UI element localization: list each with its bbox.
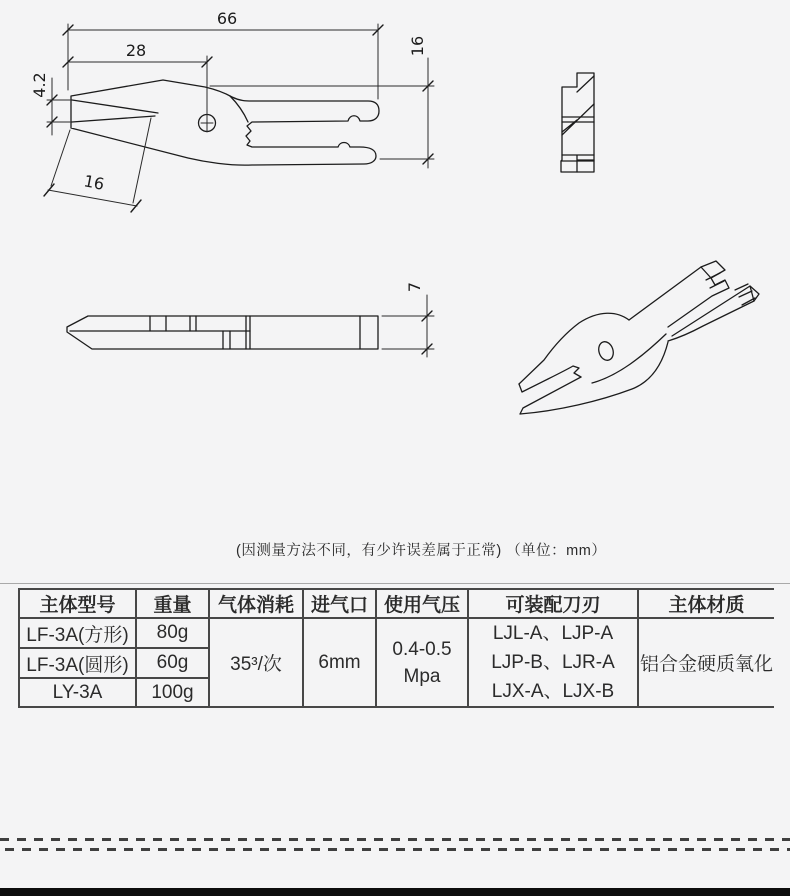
iso-upper-jaw bbox=[519, 366, 581, 392]
inlet-cell: 6mm bbox=[303, 618, 376, 707]
header-weight: 重量 bbox=[136, 589, 209, 618]
weight-cell: 100g bbox=[136, 678, 209, 707]
dim-4-2 bbox=[30, 72, 70, 135]
iso-pivot-hole bbox=[596, 340, 615, 362]
dim-4-2-label: 4.2 bbox=[30, 72, 49, 98]
header-model: 主体型号 bbox=[19, 589, 136, 618]
dim-28 bbox=[63, 41, 212, 67]
material-cell: 铝合金硬质氧化 bbox=[638, 618, 774, 707]
blades-line: LJP-B、LJR-A bbox=[491, 652, 615, 673]
table-top-rule bbox=[0, 583, 790, 584]
endview-lines bbox=[561, 117, 594, 172]
hole-centerline bbox=[201, 56, 213, 132]
model-cell: LF-3A(圆形) bbox=[19, 648, 136, 678]
note-measure: (因测量方法不同，有少许误差属于正常) bbox=[236, 543, 502, 559]
table-row bbox=[19, 618, 774, 648]
drawing-end-view bbox=[540, 60, 620, 180]
dim-16-blade bbox=[44, 118, 151, 212]
header-gas: 气体消耗 bbox=[209, 589, 303, 618]
dashed-divider bbox=[0, 838, 790, 854]
header-pressure: 使用气压 bbox=[376, 589, 468, 618]
dim-7-label: 7 bbox=[405, 281, 424, 293]
blades-cell bbox=[468, 618, 638, 707]
spec-table bbox=[18, 588, 774, 708]
model-cell: LY-3A bbox=[19, 678, 136, 707]
dim-28-label: 28 bbox=[125, 41, 147, 60]
header-inlet: 进气口 bbox=[303, 589, 376, 618]
dim-7 bbox=[382, 282, 434, 357]
drawing-top-view bbox=[0, 250, 460, 370]
blades-line: LJX-A、LJX-B bbox=[491, 681, 615, 702]
note-unit: （单位：mm） bbox=[506, 543, 607, 559]
dim-16-height bbox=[210, 36, 434, 168]
tolerance-note bbox=[236, 539, 656, 560]
profile-blade-lower-edge bbox=[72, 116, 155, 122]
header-material: 主体材质 bbox=[638, 589, 774, 618]
weight-cell: 80g bbox=[136, 618, 209, 648]
iso-upper-arm bbox=[629, 261, 729, 327]
profile-blade-upper-edge bbox=[72, 100, 158, 113]
spec-header-row bbox=[19, 589, 774, 618]
dim-16-blade-label: 16 bbox=[82, 171, 106, 194]
pressure-unit: Mpa bbox=[403, 665, 441, 687]
blades-line: LJL-A、LJP-A bbox=[492, 623, 614, 644]
header-blades: 可装配刀刃 bbox=[468, 589, 638, 618]
dim-16-height-label: 16 bbox=[408, 35, 427, 57]
profile-outline bbox=[71, 80, 379, 165]
model-cell: LF-3A(方形) bbox=[19, 618, 136, 648]
bottom-bar bbox=[0, 888, 790, 896]
weight-cell: 60g bbox=[136, 648, 209, 678]
dim-66-label: 66 bbox=[216, 9, 238, 28]
endview-diagonals bbox=[562, 76, 594, 135]
drawing-profile-view bbox=[0, 0, 460, 230]
pressure-cell bbox=[376, 618, 468, 707]
pressure-value: 0.4-0.5 bbox=[392, 638, 452, 660]
gas-cell: 35³/次 bbox=[209, 618, 303, 707]
topview-segments bbox=[150, 316, 360, 349]
drawing-isometric-view bbox=[480, 240, 780, 440]
